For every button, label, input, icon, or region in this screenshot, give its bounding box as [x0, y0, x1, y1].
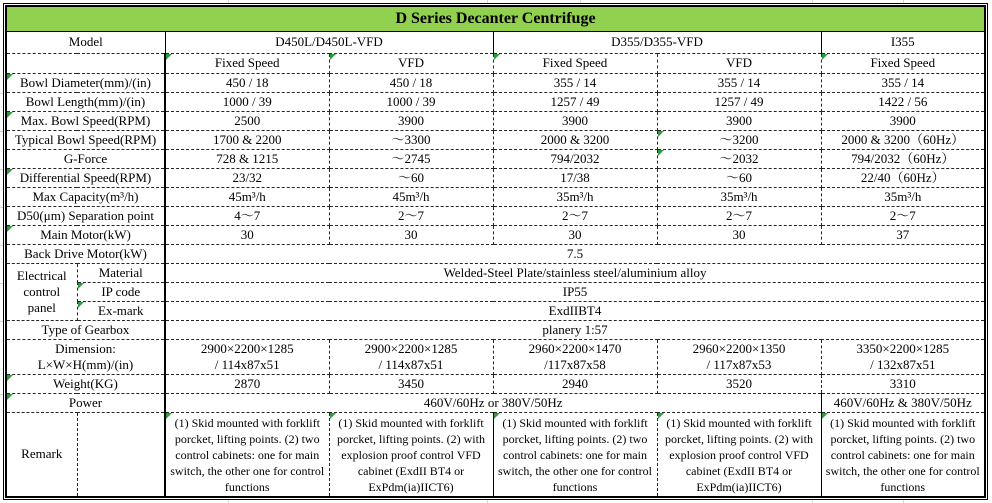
error-indicator-icon — [658, 131, 664, 137]
error-indicator-icon — [7, 394, 13, 400]
error-indicator-icon — [7, 74, 13, 80]
spec-cell: 2～7 — [493, 206, 657, 225]
spec-cell: 2940 — [493, 375, 657, 394]
spec-cell: 45m³/h — [329, 187, 493, 206]
spec-cell — [657, 149, 821, 168]
speed-type-cell — [657, 53, 821, 73]
error-indicator-icon — [822, 54, 828, 60]
speed-type-label: VFD — [397, 54, 424, 70]
spec-cell: 728 & 1215 — [165, 149, 329, 168]
spec-table-border — [3, 3, 988, 500]
remark-cell — [657, 413, 821, 497]
spec-cell-merged: Welded-Steel Plate/stainless steel/aluminium alloy — [165, 263, 985, 282]
remark-text: (1) Skid mounted with forklift porcket, lifting points. (2) two control cabinets: one for main switch, the other one for control functions — [498, 415, 652, 494]
row-label-g-force: G-Force — [6, 149, 165, 168]
remark-cell — [493, 413, 657, 497]
spec-cell — [657, 130, 821, 149]
error-indicator-icon — [7, 226, 13, 232]
spec-cell: 2500 — [165, 111, 329, 130]
row-label-max-capacity: Max Capacity(m³/h) — [6, 187, 165, 206]
speed-type-label: VFD — [725, 54, 752, 70]
row-label-text: Ex-mark — [98, 302, 144, 318]
dimension-mm: 2960×2200×1350 — [692, 340, 786, 356]
spec-cell: 30 — [329, 225, 493, 244]
row-label-text: IP code — [101, 283, 141, 299]
spec-cell: 2～7 — [821, 206, 985, 225]
empty-cell — [6, 53, 165, 73]
dimension-in: / 114x87x51 — [378, 357, 444, 373]
error-indicator-icon — [658, 413, 664, 419]
spec-cell: 30 — [657, 225, 821, 244]
dimension-in: / 132x87x51 — [870, 357, 936, 373]
dimension-mm: 2900×2200×1285 — [200, 340, 294, 356]
spec-cell: 2870 — [165, 375, 329, 394]
spec-cell: 1700 & 2200 — [165, 130, 329, 149]
page-title: D Series Decanter Centrifuge — [6, 6, 985, 31]
error-indicator-icon — [7, 112, 13, 118]
spec-cell: 30 — [165, 225, 329, 244]
error-indicator-icon — [658, 150, 664, 156]
error-indicator-icon — [330, 413, 336, 419]
row-label-main-motor — [6, 225, 165, 244]
spec-cell: 1257 / 49 — [657, 92, 821, 111]
spec-cell: ～60 — [657, 168, 821, 187]
spec-cell: 450 / 18 — [165, 73, 329, 92]
spec-cell: 3310 — [821, 375, 985, 394]
sub-label-ex-mark — [77, 301, 165, 320]
row-label-typical-bowl-speed: Typical Bowl Speed(RPM) — [6, 130, 165, 149]
spec-cell: 22/40（60Hz） — [821, 168, 985, 187]
spec-cell: 35m³/h — [821, 187, 985, 206]
spec-cell: 3900 — [493, 111, 657, 130]
row-label-dimension: Dimension: L×W×H(mm)/(in) — [6, 340, 165, 375]
sub-label-material: Material — [77, 263, 165, 282]
speed-type-label: Fixed Speed — [214, 54, 280, 70]
spec-cell: 1000 / 39 — [329, 92, 493, 111]
spec-cell: 355 / 14 — [657, 73, 821, 92]
dimension-mm: 2900×2200×1285 — [364, 340, 458, 356]
row-label-bowl-diameter — [6, 73, 165, 92]
dimension-cell — [493, 340, 657, 375]
spec-cell-merged: ExdIIBT4 — [165, 301, 985, 320]
spec-cell: 2～7 — [329, 206, 493, 225]
spec-cell: ～3300 — [329, 130, 493, 149]
empty-cell — [77, 413, 165, 497]
spec-cell: 45m³/h — [165, 187, 329, 206]
dimension-in: / 117x87x53 — [706, 357, 772, 373]
spec-cell: 1422 / 56 — [821, 92, 985, 111]
spec-value: ～2032 — [719, 150, 759, 166]
row-label-d50-separation: D50(μm) Separation point — [6, 206, 165, 225]
power-main-cell: 460V/60Hz or 380V/50Hz — [165, 394, 821, 413]
dimension-in: / 114x87x51 — [214, 357, 280, 373]
row-label-text: Power — [68, 395, 103, 411]
spec-cell: 2000 & 3200 — [493, 130, 657, 149]
spec-table — [5, 5, 986, 498]
error-indicator-icon — [494, 54, 500, 60]
dimension-cell — [165, 340, 329, 375]
error-indicator-icon — [78, 302, 84, 308]
spec-cell: 4～7 — [165, 206, 329, 225]
row-label-remark: Remark — [6, 413, 77, 497]
dimension-in: /117x87x58 — [544, 357, 606, 373]
model-group-d355: D355/D355-VFD — [493, 31, 821, 53]
spec-cell: 3900 — [821, 111, 985, 130]
dimension-mm: 2960×2200×1470 — [528, 340, 622, 356]
error-indicator-icon — [7, 169, 13, 175]
row-label-max-bowl-speed — [6, 111, 165, 130]
row-label-differential-speed — [6, 168, 165, 187]
spec-cell: 17/38 — [493, 168, 657, 187]
spec-cell: 23/32 — [165, 168, 329, 187]
row-label-text: Weight(KG) — [53, 376, 118, 391]
spec-cell: 450 / 18 — [329, 73, 493, 92]
row-label-text: Max. Bowl Speed(RPM) — [20, 112, 151, 128]
error-indicator-icon — [494, 413, 500, 419]
remark-cell — [329, 413, 493, 497]
dimension-cell — [329, 340, 493, 375]
speed-type-cell — [165, 53, 329, 73]
row-label-weight — [6, 375, 165, 394]
sub-label-ip-code — [77, 282, 165, 301]
row-label-text: Main Motor(kW) — [40, 226, 131, 242]
row-label-power — [6, 394, 165, 413]
error-indicator-icon — [330, 54, 336, 60]
spec-cell: 3900 — [329, 111, 493, 130]
spec-cell-merged: IP55 — [165, 282, 985, 301]
row-label-text: Bowl Diameter(mm)/(in) — [19, 74, 152, 90]
spec-cell: 37 — [821, 225, 985, 244]
speed-type-cell — [821, 53, 985, 73]
speed-type-label: Fixed Speed — [870, 54, 936, 70]
spec-cell: 1000 / 39 — [165, 92, 329, 111]
error-indicator-icon — [7, 375, 13, 381]
spec-cell-merged: 7.5 — [165, 244, 985, 263]
spec-cell: 3450 — [329, 375, 493, 394]
row-label-back-drive-motor: Back Drive Motor(kW) — [6, 244, 165, 263]
spec-cell: 3900 — [657, 111, 821, 130]
spec-cell: 30 — [493, 225, 657, 244]
spec-cell: 355 / 14 — [821, 73, 985, 92]
row-label-gearbox: Type of Gearbox — [6, 321, 165, 340]
spec-cell: ～60 — [329, 168, 493, 187]
spec-cell: 35m³/h — [493, 187, 657, 206]
speed-type-label: Fixed Speed — [542, 54, 608, 70]
model-group-i355: I355 — [821, 31, 985, 53]
spec-cell-merged: planery 1:57 — [165, 321, 985, 340]
remark-text: (1) Skid mounted with forklift porcket, lifting points. (2) two control cabinets: one for main switch, the other one for control functions — [825, 415, 980, 494]
speed-type-cell — [493, 53, 657, 73]
error-indicator-icon — [78, 283, 84, 289]
error-indicator-icon — [822, 413, 828, 419]
remark-text: (1) Skid mounted with forklift porcket, lifting points. (2) with explosion proof control VFD cabinet (ExdII BT4 or ExPdm(ia)IICT6) — [665, 415, 813, 494]
row-label-text: Differential Speed(RPM) — [19, 169, 152, 185]
model-row-label: Model — [6, 31, 165, 53]
remark-cell — [165, 413, 329, 497]
spec-cell: 794/2032（60Hz） — [821, 149, 985, 168]
spec-cell: 1257 / 49 — [493, 92, 657, 111]
dimension-cell — [657, 340, 821, 375]
model-group-d450l: D450L/D450L-VFD — [165, 31, 493, 53]
spec-cell: 3520 — [657, 375, 821, 394]
spec-cell: 2～7 — [657, 206, 821, 225]
power-i355-cell: 460V/60Hz & 380V/50Hz — [821, 394, 985, 413]
row-label-bowl-length: Bowl Length(mm)/(in) — [6, 92, 165, 111]
dimension-cell — [821, 340, 985, 375]
remark-text: (1) Skid mounted with forklift porcket, lifting points. (2) with explosion proof control VFD cabinet (ExdII BT4 or ExPdm(ia)IICT6) — [337, 415, 485, 494]
speed-type-cell — [329, 53, 493, 73]
dimension-mm: 3350×2200×1285 — [856, 340, 950, 356]
spec-cell: 35m³/h — [657, 187, 821, 206]
spec-cell: ～2745 — [329, 149, 493, 168]
remark-cell — [821, 413, 985, 497]
group-label-electrical-control-panel: Electrical control panel — [6, 263, 77, 320]
spec-value: ～3200 — [719, 131, 759, 147]
error-indicator-icon — [166, 54, 172, 60]
error-indicator-icon — [166, 413, 172, 419]
spec-cell: 794/2032 — [493, 149, 657, 168]
remark-text: (1) Skid mounted with forklift porcket, lifting points. (2) two control cabinets: one for main switch, the other one for control functions — [170, 415, 325, 494]
spec-cell: 355 / 14 — [493, 73, 657, 92]
spec-cell: 2000 & 3200（60Hz） — [821, 130, 985, 149]
